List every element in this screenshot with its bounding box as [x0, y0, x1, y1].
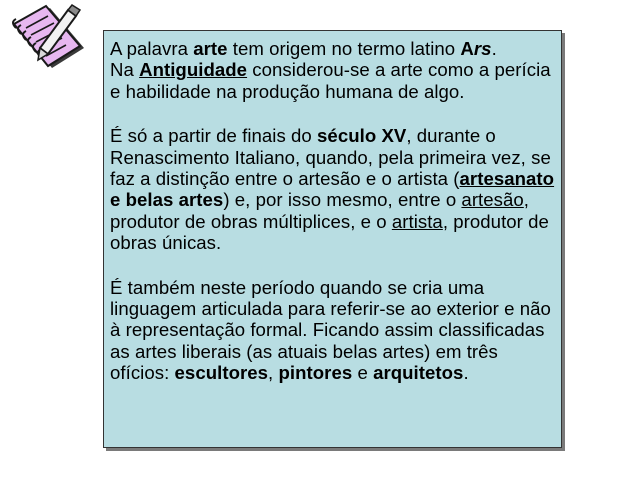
bold-term-seculo-xv: século XV — [317, 125, 407, 147]
underlined-term-artesao: artesão — [461, 189, 524, 211]
text-run: . — [463, 362, 469, 384]
text-run: , durante o Renascimento Italiano, quando, pela primeira vez, se faz a distinção entre o artesão e o artista ( — [110, 125, 551, 190]
text-run: , — [268, 362, 279, 384]
paragraph-3 — [110, 277, 555, 384]
text-run: considerou-se a arte como a perícia e habilidade na produção humana de algo. — [110, 59, 551, 102]
text-run: . — [491, 38, 497, 59]
bold-italic-term-ars: rs — [473, 38, 492, 59]
underlined-term-artista: artista — [391, 210, 443, 232]
bold-term-arte: arte — [193, 38, 228, 59]
bold-term-belas-artes: e belas artes — [110, 189, 224, 211]
paragraph-2 — [110, 125, 555, 253]
bold-term-arquitetos: arquitetos — [373, 362, 464, 384]
text-box — [103, 30, 562, 448]
bold-underlined-term-artesanato: artesanato — [459, 168, 555, 190]
text-run: tem origem no termo latino — [227, 38, 461, 59]
bold-term-escultores: escultores — [174, 362, 269, 384]
notepad-pencil-clipart-icon — [4, 4, 90, 84]
bold-underlined-term-antiguidade: Antiguidade — [139, 59, 248, 81]
text-run: ) e, por isso mesmo, entre o — [223, 189, 462, 211]
text-run: É só a partir de finais do — [110, 125, 318, 147]
text-run: A palavra — [110, 38, 194, 59]
bold-term-ars-a: A — [460, 38, 474, 59]
text-run: Na — [110, 59, 140, 81]
text-run: É também neste período quando se cria uma linguagem articulada para referir-se ao exterior e não à representação formal. Ficando assim classificadas as artes liberais (as atuais belas artes) em três ofícios: — [110, 276, 551, 384]
paragraph-1 — [110, 38, 555, 102]
bold-term-pintores: pintores — [278, 362, 353, 384]
text-run: , produtor de obras únicas. — [110, 210, 549, 254]
text-run: , produtor de obras múltiplices, e o — [110, 189, 530, 232]
text-run: e — [352, 362, 374, 384]
